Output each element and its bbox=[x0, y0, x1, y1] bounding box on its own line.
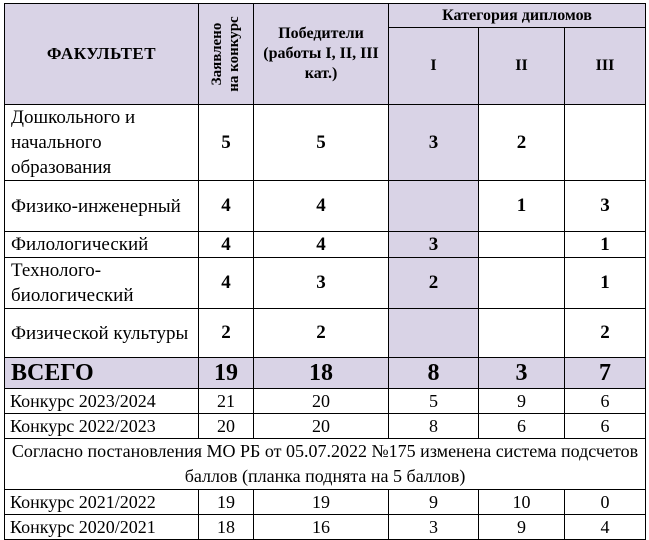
diploma-category-header: Категория дипломов bbox=[389, 4, 646, 28]
contest-applied: 18 bbox=[199, 515, 254, 540]
contest-row bbox=[5, 389, 646, 414]
contest-category-1: 8 bbox=[389, 414, 479, 439]
category-1-cell: 3 bbox=[389, 232, 479, 258]
applied-cell: 4 bbox=[199, 258, 254, 309]
table-row bbox=[5, 309, 646, 358]
contest-category-1: 9 bbox=[389, 490, 479, 515]
applied-header-text bbox=[209, 16, 243, 91]
scoring-change-note: Согласно постановления МО РБ от 05.07.2022 №175 изменена система подсчетов баллов (планка поднята на 5 баллов) bbox=[5, 439, 646, 490]
total-winners: 18 bbox=[254, 358, 389, 389]
faculty-cell: Филологический bbox=[5, 232, 199, 258]
total-category-1: 8 bbox=[389, 358, 479, 389]
category-3-cell: 2 bbox=[565, 309, 646, 358]
table-row bbox=[5, 232, 646, 258]
contest-category-2: 9 bbox=[479, 515, 565, 540]
category-1-cell bbox=[389, 181, 479, 232]
contest-applied: 20 bbox=[199, 414, 254, 439]
total-category-2: 3 bbox=[479, 358, 565, 389]
contest-row bbox=[5, 515, 646, 540]
applied-cell: 5 bbox=[199, 105, 254, 181]
category-1-cell: 3 bbox=[389, 105, 479, 181]
contest-row bbox=[5, 414, 646, 439]
category-2-cell: 1 bbox=[479, 181, 565, 232]
category-1-header: I bbox=[389, 28, 479, 105]
applied-header-line2: на конкурс bbox=[226, 16, 242, 92]
category-3-cell: 3 bbox=[565, 181, 646, 232]
winners-header: Победители (работы I, II, III кат.) bbox=[254, 4, 389, 105]
table-row bbox=[5, 258, 646, 309]
results-table bbox=[4, 3, 646, 540]
winners-cell: 4 bbox=[254, 181, 389, 232]
applied-cell: 4 bbox=[199, 232, 254, 258]
category-1-cell bbox=[389, 309, 479, 358]
category-2-cell: 2 bbox=[479, 105, 565, 181]
winners-cell: 5 bbox=[254, 105, 389, 181]
applied-header bbox=[199, 4, 254, 105]
category-2-cell bbox=[479, 309, 565, 358]
total-applied: 19 bbox=[199, 358, 254, 389]
category-1-cell: 2 bbox=[389, 258, 479, 309]
table-row bbox=[5, 181, 646, 232]
contest-category-3: 6 bbox=[565, 389, 646, 414]
applied-cell: 4 bbox=[199, 181, 254, 232]
contest-winners: 19 bbox=[254, 490, 389, 515]
contest-category-2: 6 bbox=[479, 414, 565, 439]
contest-row bbox=[5, 490, 646, 515]
faculty-cell: Физико-инженерный bbox=[5, 181, 199, 232]
category-3-cell: 1 bbox=[565, 258, 646, 309]
contest-label: Конкурс 2020/2021 bbox=[5, 515, 199, 540]
contest-label: Конкурс 2023/2024 bbox=[5, 389, 199, 414]
contest-category-1: 3 bbox=[389, 515, 479, 540]
faculty-cell: Технолого-биологический bbox=[5, 258, 199, 309]
contest-winners: 20 bbox=[254, 414, 389, 439]
category-2-header: II bbox=[479, 28, 565, 105]
applied-cell: 2 bbox=[199, 309, 254, 358]
total-category-3: 7 bbox=[565, 358, 646, 389]
category-3-cell bbox=[565, 105, 646, 181]
contest-label: Конкурс 2022/2023 bbox=[5, 414, 199, 439]
applied-header-wrap bbox=[199, 4, 253, 104]
header-row-1 bbox=[5, 4, 646, 28]
contest-category-2: 9 bbox=[479, 389, 565, 414]
contest-label: Конкурс 2021/2022 bbox=[5, 490, 199, 515]
winners-cell: 3 bbox=[254, 258, 389, 309]
contest-category-3: 0 bbox=[565, 490, 646, 515]
total-label: ВСЕГО bbox=[5, 358, 199, 389]
contest-winners: 20 bbox=[254, 389, 389, 414]
faculty-cell: Физической культуры bbox=[5, 309, 199, 358]
contest-category-1: 5 bbox=[389, 389, 479, 414]
faculty-cell: Дошкольного и начального образования bbox=[5, 105, 199, 181]
contest-applied: 19 bbox=[199, 490, 254, 515]
category-3-cell: 1 bbox=[565, 232, 646, 258]
contest-category-2: 10 bbox=[479, 490, 565, 515]
contest-applied: 21 bbox=[199, 389, 254, 414]
winners-cell: 2 bbox=[254, 309, 389, 358]
contest-category-3: 4 bbox=[565, 515, 646, 540]
note-row bbox=[5, 439, 646, 490]
category-3-header: III bbox=[565, 28, 646, 105]
faculty-header: ФАКУЛЬТЕТ bbox=[5, 4, 199, 105]
category-2-cell bbox=[479, 258, 565, 309]
contest-category-3: 6 bbox=[565, 414, 646, 439]
applied-header-line1: Заявлено bbox=[209, 22, 225, 86]
winners-cell: 4 bbox=[254, 232, 389, 258]
category-2-cell bbox=[479, 232, 565, 258]
contest-winners: 16 bbox=[254, 515, 389, 540]
table-row bbox=[5, 105, 646, 181]
total-row bbox=[5, 358, 646, 389]
